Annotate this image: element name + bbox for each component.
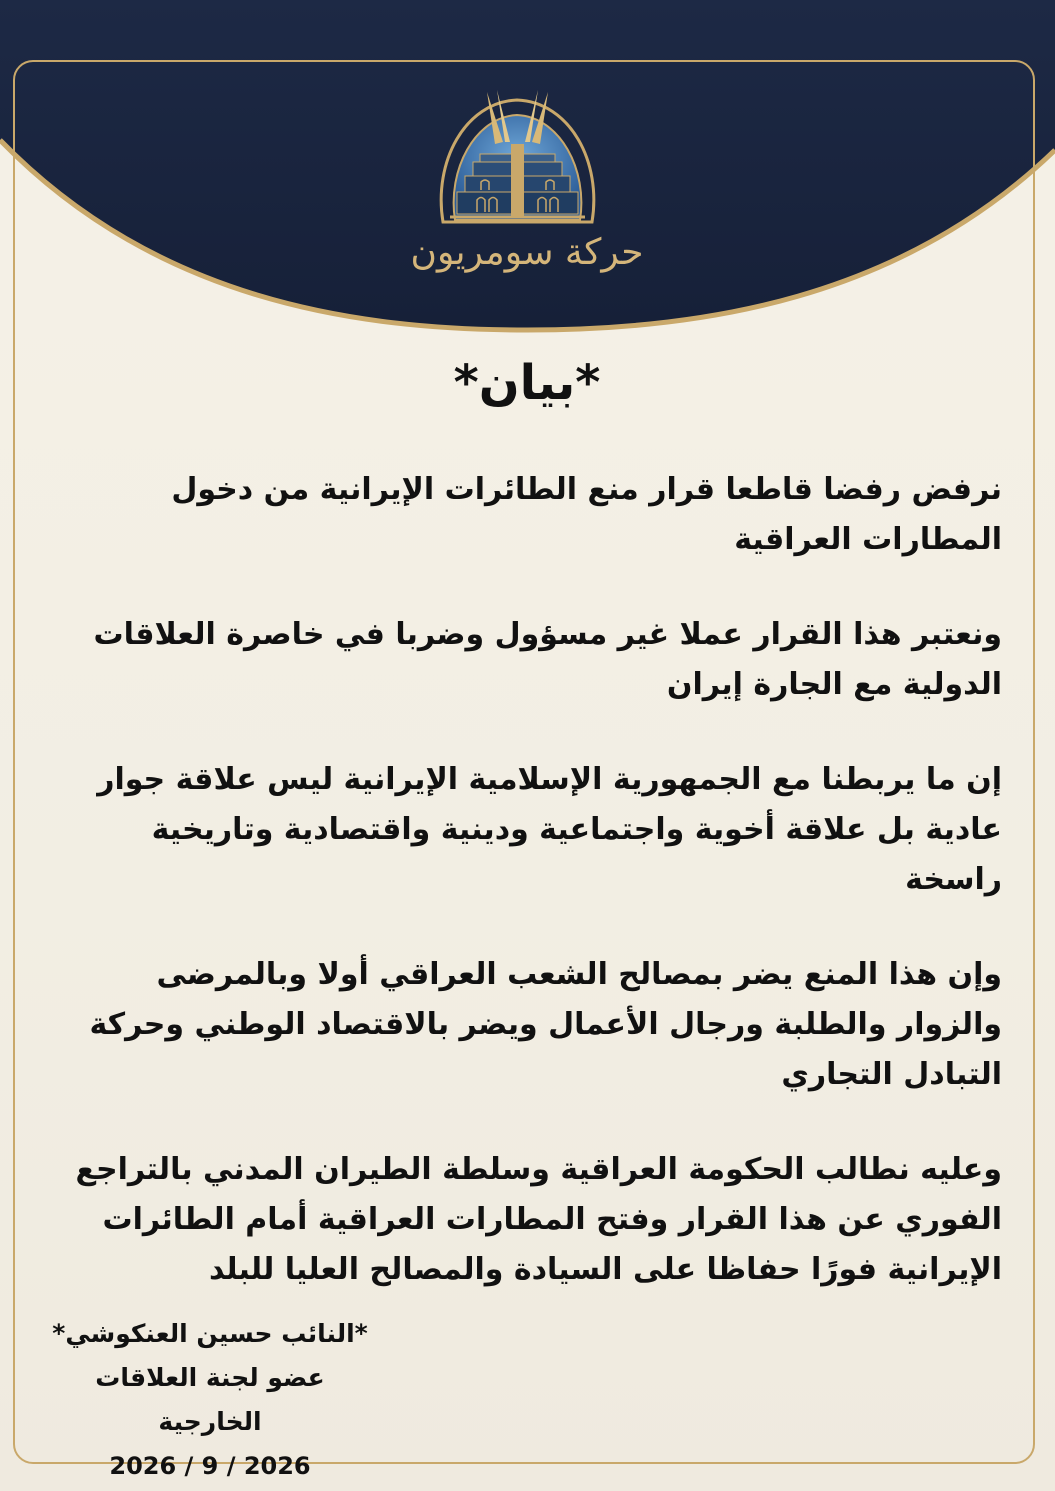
signature-block [40, 1312, 380, 1488]
paragraph: وعليه نطالب الحكومة العراقية وسلطة الطيران المدني بالتراجع الفوري عن هذا القرار وفتح المطارات العراقية أمام الطائرات الإيرانية فورًا حفاظا على السيادة والمصالح العليا للبلد [75, 1152, 1002, 1287]
paragraph: إن ما يربطنا مع الجمهورية الإسلامية الإيرانية ليس علاقة جوار عادية بل علاقة أخوية واجتماعية ودينية واقتصادية وتاريخية راسخة [97, 762, 1002, 897]
signatory-name: *النائب حسين العنكوشي* [52, 1319, 368, 1348]
statement-body [52, 465, 1002, 1340]
paragraph: نرفض رفضا قاطعا قرار منع الطائرات الإيرانية من دخول المطارات العراقية [171, 472, 1002, 557]
statement-title: *بيان* [453, 355, 601, 411]
signatory-role: عضو لجنة العلاقات الخارجية [95, 1363, 325, 1436]
paragraph: وإن هذا المنع يضر بمصالح الشعب العراقي أولا وبالمرضى والزوار والطلبة ورجال الأعمال ويضر بالاقتصاد الوطني وحركة التبادل التجاري [89, 957, 1002, 1092]
statement-date: 2026 / 9 / 2026 [109, 1452, 311, 1480]
ziggurat-emblem-icon [425, 82, 610, 232]
paragraph: ونعتبر هذا القرار عملا غير مسؤول وضربا في خاصرة العلاقات الدولية مع الجارة إيران [93, 617, 1002, 702]
organization-name: حركة سومريون [410, 232, 644, 273]
